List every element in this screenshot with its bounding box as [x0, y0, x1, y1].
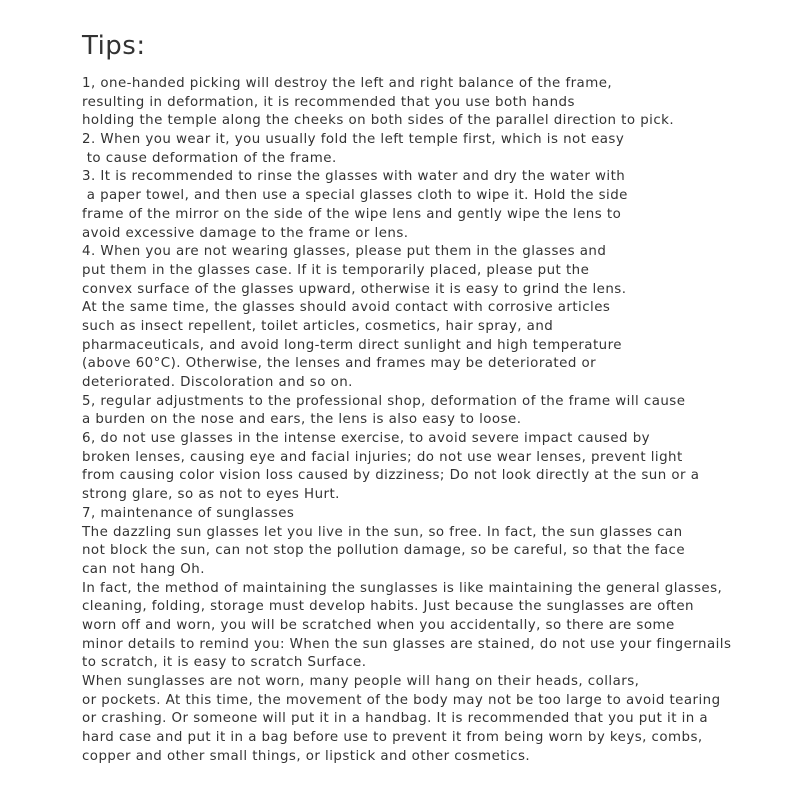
- tips-line: can not hang Oh.: [82, 561, 205, 577]
- tips-line: put them in the glasses case. If it is temporarily placed, please put the: [82, 262, 590, 278]
- tips-line: 1, one-handed picking will destroy the left and right balance of the frame,: [82, 76, 613, 91]
- tips-line: 6, do not use glasses in the intense exercise, to avoid severe impact caused by: [82, 431, 651, 447]
- tips-line: minor details to remind you: When the sun glasses are stained, do not use your fingernails: [82, 636, 732, 652]
- tips-line: not block the sun, can not stop the pollution damage, so be careful, so that the face: [82, 543, 686, 559]
- tips-line: deteriorated. Discoloration and so on.: [82, 375, 353, 390]
- tips-line: from causing color vision loss caused by dizziness; Do not look directly at the sun or a: [82, 468, 700, 484]
- tips-line: a paper towel, and then use a special glasses cloth to wipe it. Hold the side: [82, 188, 628, 204]
- page-title: Tips:: [82, 31, 146, 61]
- tips-line: copper and other small things, or lipstick and other cosmetics.: [82, 748, 531, 764]
- tips-line: or pockets. At this time, the movement of the body may not be too large to avoid tearing: [82, 692, 721, 708]
- tips-line: When sunglasses are not worn, many people will hang on their heads, collars,: [82, 674, 640, 689]
- tips-line: a burden on the nose and ears, the lens is also easy to loose.: [82, 412, 522, 428]
- tips-line: 4. When you are not wearing glasses, please put them in the glasses and: [82, 244, 607, 260]
- tips-line: In fact, the method of maintaining the sunglasses is like maintaining the general glasses,: [82, 580, 723, 596]
- tips-line: 7, maintenance of sunglasses: [82, 505, 295, 521]
- tips-line: hard case and put it in a bag before use to prevent it from being worn by keys, combs,: [82, 730, 703, 746]
- tips-line: to cause deformation of the frame.: [82, 150, 337, 166]
- tips-line: broken lenses, causing eye and facial injuries; do not use wear lenses, prevent light: [82, 449, 683, 465]
- tips-line: 5, regular adjustments to the professional shop, deformation of the frame will cause: [82, 393, 686, 409]
- tips-line: convex surface of the glasses upward, otherwise it is easy to grind the lens.: [82, 281, 627, 297]
- tips-line: The dazzling sun glasses let you live in the sun, so free. In fact, the sun glasses can: [82, 524, 683, 540]
- tips-line: holding the temple along the cheeks on both sides of the parallel direction to pick.: [82, 113, 675, 129]
- tips-line: pharmaceuticals, and avoid long-term direct sunlight and high temperature: [82, 337, 622, 353]
- tips-line: At the same time, the glasses should avoid contact with corrosive articles: [82, 300, 611, 316]
- tips-line: resulting in deformation, it is recommended that you use both hands: [82, 94, 575, 110]
- tips-line: to scratch, it is easy to scratch Surface.: [82, 655, 367, 671]
- tips-line: strong glare, so as not to eyes Hurt.: [82, 487, 340, 503]
- tips-line: 2. When you wear it, you usually fold the left temple first, which is not easy: [82, 132, 625, 148]
- tips-line: avoid excessive damage to the frame or lens.: [82, 225, 409, 241]
- tips-body: [82, 75, 782, 766]
- tips-line: (above 60°C). Otherwise, the lenses and frames may be deteriorated or: [82, 356, 597, 372]
- tips-line: 3. It is recommended to rinse the glasses with water and dry the water with: [82, 169, 626, 185]
- tips-line: or crashing. Or someone will put it in a handbag. It is recommended that you put it in a: [82, 711, 709, 727]
- tips-line: cleaning, folding, storage must develop habits. Just because the sunglasses are often: [82, 599, 694, 615]
- tips-line: worn off and worn, you will be scratched when you accidentally, so there are some: [82, 617, 675, 633]
- tips-line: such as insect repellent, toilet articles, cosmetics, hair spray, and: [82, 318, 554, 334]
- tips-line: frame of the mirror on the side of the wipe lens and gently wipe the lens to: [82, 206, 622, 222]
